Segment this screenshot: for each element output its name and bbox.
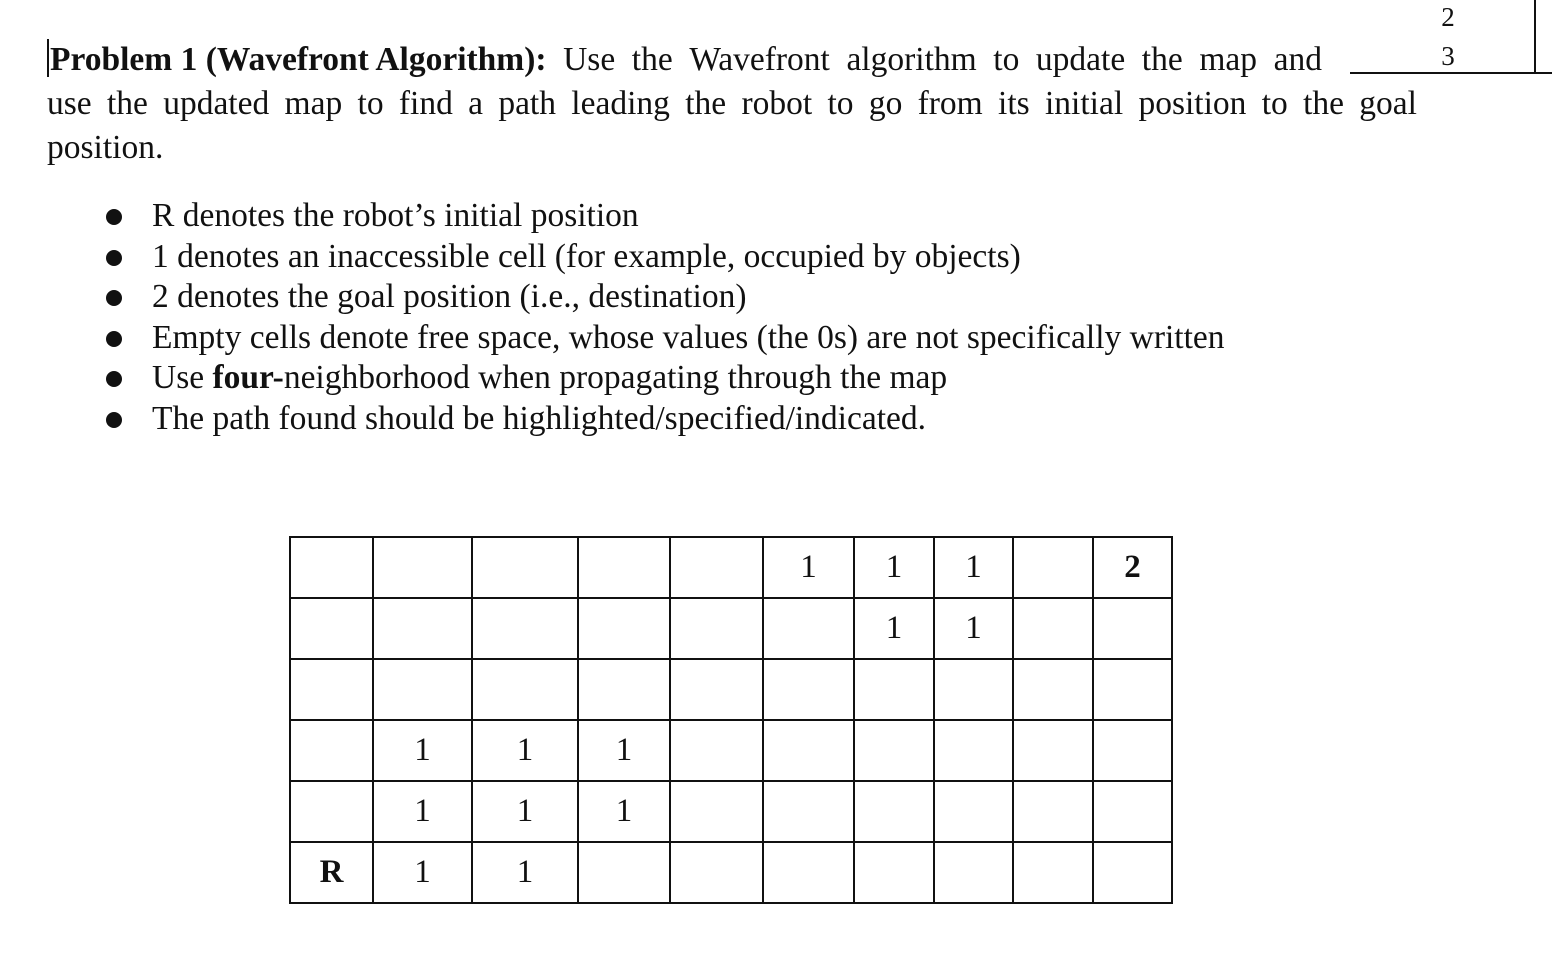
problem-word: map	[1199, 41, 1257, 78]
grid-cell	[1013, 537, 1093, 598]
grid-cell: 1	[934, 598, 1013, 659]
bullet-text-suffix: neighborhood when propagating through the map	[283, 359, 948, 396]
grid-row	[290, 842, 1172, 903]
grid-cell: 1	[763, 537, 854, 598]
problem-word: Wavefront	[689, 41, 830, 78]
bullet-text-bold: four-	[212, 359, 284, 396]
grid-cell	[854, 720, 934, 781]
bullet-text: R denotes the robot’s initial position	[152, 197, 639, 234]
grid-cell	[1013, 842, 1093, 903]
grid-cell: 1	[472, 720, 578, 781]
grid-cell	[670, 659, 763, 720]
grid-cell	[290, 598, 373, 659]
grid-cell	[1013, 720, 1093, 781]
bullet-item	[100, 358, 1225, 399]
grid-cell	[290, 781, 373, 842]
grid-cell	[578, 842, 670, 903]
bullet-item	[100, 277, 1225, 318]
problem-heading: Problem 1 (Wavefront Algorithm):	[50, 41, 547, 78]
grid-row	[290, 537, 1172, 598]
grid-cell	[763, 598, 854, 659]
grid-cell: 1	[373, 842, 472, 903]
problem-word: path	[498, 85, 556, 122]
grid-cell	[373, 598, 472, 659]
wavefront-map-grid	[289, 536, 1173, 904]
bullet-text: 2 denotes the goal position (i.e., destination)	[152, 278, 747, 315]
grid-cell	[1093, 781, 1172, 842]
problem-line-2	[47, 82, 1417, 126]
bullet-item	[100, 399, 1225, 440]
grid-cell	[763, 720, 854, 781]
problem-line-3: position.	[47, 129, 164, 166]
bullet-text-prefix: Use	[152, 359, 213, 396]
problem-word: to	[357, 85, 384, 122]
problem-word: initial	[1044, 85, 1124, 122]
problem-word: to	[1261, 85, 1288, 122]
bullet-text: Empty cells denote free space, whose values (the 0s) are not specifically written	[152, 318, 1225, 356]
grid-cell: 1	[373, 720, 472, 781]
grid-cell	[934, 720, 1013, 781]
instructions-list	[100, 196, 1225, 439]
problem-word: go	[868, 85, 903, 122]
grid-cell	[1013, 659, 1093, 720]
problem-word: to	[827, 85, 854, 122]
problem-word: the	[1303, 85, 1344, 122]
grid-cell: 1	[578, 781, 670, 842]
problem-line-1	[47, 38, 1322, 82]
grid-cell	[854, 659, 934, 720]
problem-word: the	[631, 41, 673, 78]
bullet-dot-icon	[106, 331, 122, 347]
problem-word: update	[1035, 41, 1126, 78]
grid-cell	[934, 842, 1013, 903]
grid-cell: 1	[934, 537, 1013, 598]
bullet-dot-icon	[106, 412, 122, 428]
corner-value: 2	[1441, 2, 1455, 32]
grid-cell: 1	[578, 720, 670, 781]
problem-word: from	[917, 85, 983, 122]
problem-word: leading	[571, 85, 670, 122]
grid-cell	[290, 720, 373, 781]
problem-word: updated	[163, 85, 270, 122]
grid-cell: 1	[854, 598, 934, 659]
bullet-item	[100, 318, 1225, 359]
grid-row	[290, 598, 1172, 659]
grid-row	[290, 720, 1172, 781]
bullet-dot-icon	[106, 209, 122, 225]
grid-cell: 1	[854, 537, 934, 598]
grid-cell	[854, 781, 934, 842]
grid-cell	[670, 537, 763, 598]
problem-word: the	[1141, 41, 1183, 78]
grid-cell	[670, 598, 763, 659]
grid-cell	[1093, 659, 1172, 720]
problem-word: position	[1138, 85, 1247, 122]
grid-row	[290, 781, 1172, 842]
grid-cell	[1013, 781, 1093, 842]
problem-word: map	[284, 85, 343, 122]
grid-cell	[290, 659, 373, 720]
problem-word: a	[468, 85, 484, 122]
problem-word: use	[47, 85, 92, 122]
problem-word: the	[685, 85, 727, 122]
grid-cell	[578, 659, 670, 720]
grid-cell	[578, 537, 670, 598]
bullet-dot-icon	[106, 250, 122, 266]
text-cursor	[47, 39, 49, 77]
grid-cell	[578, 598, 670, 659]
problem-word: to	[993, 41, 1020, 78]
bullet-item	[100, 237, 1225, 278]
grid-cell: 2	[1093, 537, 1172, 598]
problem-statement	[47, 38, 1467, 170]
bullet-item	[100, 196, 1225, 237]
grid-cell: 1	[373, 781, 472, 842]
grid-cell	[763, 781, 854, 842]
grid-cell	[1013, 598, 1093, 659]
grid-cell	[670, 781, 763, 842]
grid-cell	[290, 537, 373, 598]
grid-cell	[472, 598, 578, 659]
bullet-dot-icon	[106, 371, 122, 387]
grid-cell: 1	[472, 842, 578, 903]
bullet-dot-icon	[106, 290, 122, 306]
problem-word: robot	[741, 85, 813, 122]
corner-value: 3	[1441, 41, 1455, 71]
problem-word: the	[106, 85, 148, 122]
grid-cell	[472, 537, 578, 598]
problem-heading-wrap	[47, 38, 547, 82]
grid-cell	[1093, 842, 1172, 903]
grid-cell: 1	[472, 781, 578, 842]
table-rule	[1534, 0, 1536, 74]
problem-word: and	[1273, 41, 1322, 78]
grid-cell	[670, 720, 763, 781]
bullet-text: The path found should be highlighted/specified/indicated.	[152, 399, 927, 437]
problem-word: algorithm	[846, 41, 977, 78]
grid-cell	[854, 842, 934, 903]
problem-word: Use	[563, 41, 616, 78]
grid-cell	[373, 537, 472, 598]
problem-word: goal	[1359, 85, 1417, 122]
problem-word: its	[998, 85, 1030, 122]
bullet-text: 1 denotes an inaccessible cell (for example, occupied by objects)	[152, 237, 1021, 275]
grid-row	[290, 659, 1172, 720]
problem-word: find	[398, 85, 453, 122]
grid-cell: R	[290, 842, 373, 903]
grid-cell	[934, 781, 1013, 842]
grid-cell	[763, 659, 854, 720]
grid-cell	[373, 659, 472, 720]
grid-cell	[1093, 720, 1172, 781]
grid-cell	[1093, 598, 1172, 659]
grid-cell	[472, 659, 578, 720]
grid-cell	[670, 842, 763, 903]
grid-cell	[934, 659, 1013, 720]
grid-cell	[763, 842, 854, 903]
